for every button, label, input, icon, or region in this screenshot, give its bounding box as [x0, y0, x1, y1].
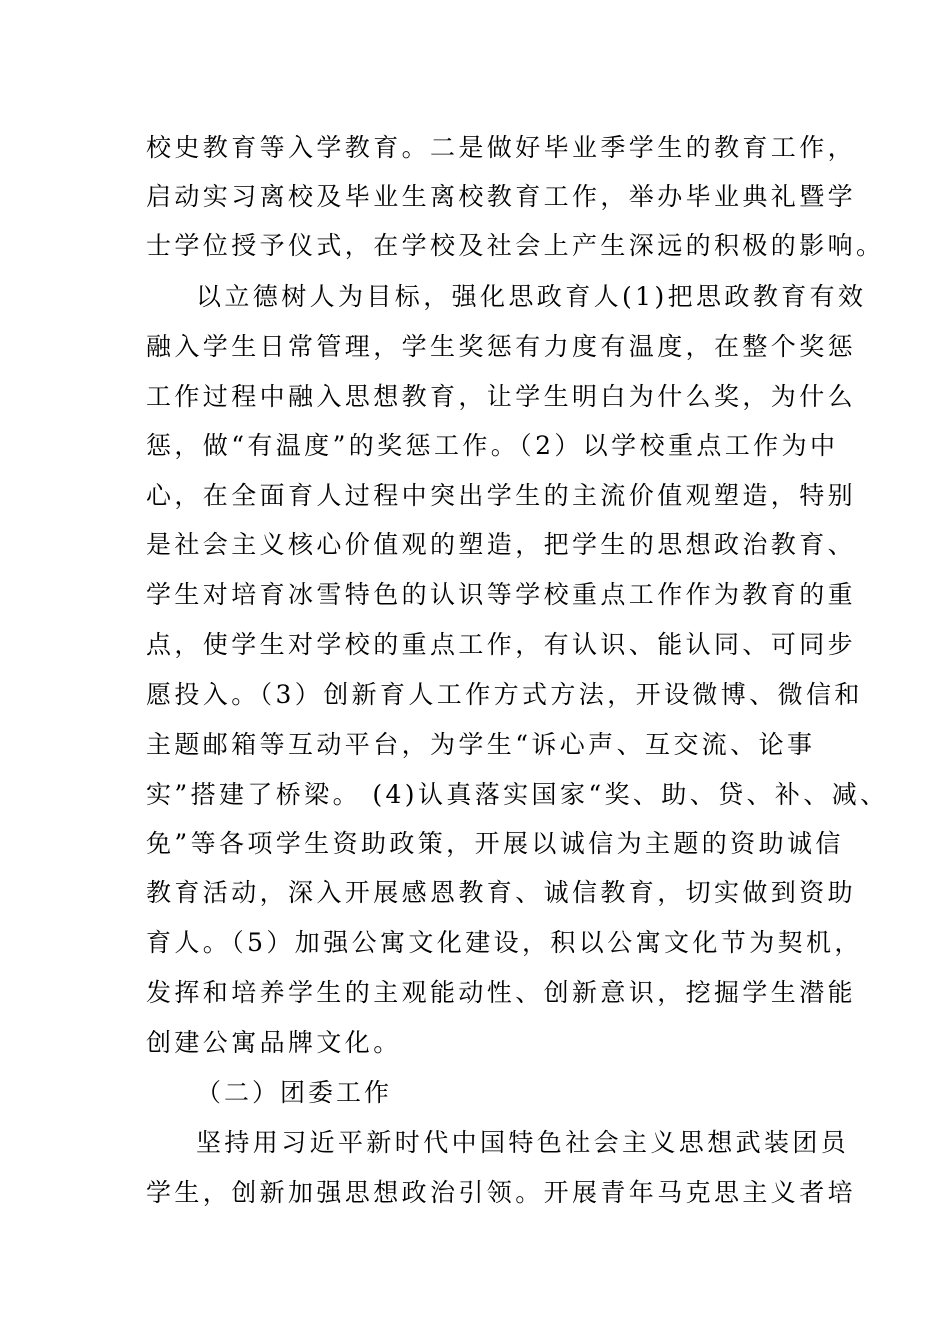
- text-line-4: 以立德树人为目标，强化思政育人(1)把思政教育有效: [196, 282, 867, 311]
- text-line-19: 创建公寓品牌文化。: [146, 1028, 402, 1057]
- text-line-5: 融入学生日常管理，学生奖惩有力度有温度，在整个奖惩: [146, 332, 857, 361]
- text-line-3: 士学位授予仪式，在学校及社会上产生深远的积极的影响。: [146, 231, 885, 260]
- text-line-15: 免”等各项学生资助政策，开展以诚信为主题的资助诚信: [146, 829, 844, 858]
- text-line-7: 惩，做“有温度”的奖惩工作。（2）以学校重点工作为中: [146, 431, 839, 460]
- text-line-17: 育人。（5）加强公寓文化建设，积以公寓文化节为契机，: [146, 928, 863, 957]
- text-line-18: 发挥和培养学生的主观能动性、创新意识，挖掘学生潜能: [146, 978, 857, 1007]
- text-line-11: 点，使学生对学校的重点工作，有认识、能认同、可同步: [146, 630, 857, 659]
- text-line-16: 教育活动，深入开展感恩教育、诚信教育，切实做到资助: [146, 878, 857, 907]
- text-line-12: 愿投入。（3）创新育人工作方式方法，开设微博、微信和: [146, 680, 863, 709]
- text-line-10: 学生对培育冰雪特色的认识等学校重点工作作为教育的重: [146, 580, 857, 609]
- section-heading: （二）团委工作: [196, 1078, 393, 1107]
- text-line-6: 工作过程中融入思想教育，让学生明白为什么奖，为什么: [146, 382, 857, 411]
- text-line-21: 坚持用习近平新时代中国特色社会主义思想武装团员: [196, 1128, 850, 1157]
- text-line-13: 主题邮箱等互动平台，为学生“诉心声、互交流、论事: [146, 730, 816, 759]
- text-line-22: 学生，创新加强思想政治引领。开展青年马克思主义者培: [146, 1178, 857, 1207]
- text-line-9: 是社会主义核心价值观的塑造，把学生的思想政治教育、: [146, 530, 857, 559]
- text-line-14: 实”搭建了桥梁。 (4)认真落实国家“奖、助、贷、补、减、: [146, 780, 889, 809]
- text-line-1: 校史教育等入学教育。二是做好毕业季学生的教育工作，: [146, 133, 857, 162]
- text-line-2: 启动实习离校及毕业生离校教育工作，举办毕业典礼暨学: [146, 182, 857, 211]
- text-line-8: 心，在全面育人过程中突出学生的主流价值观塑造，特别: [146, 481, 857, 510]
